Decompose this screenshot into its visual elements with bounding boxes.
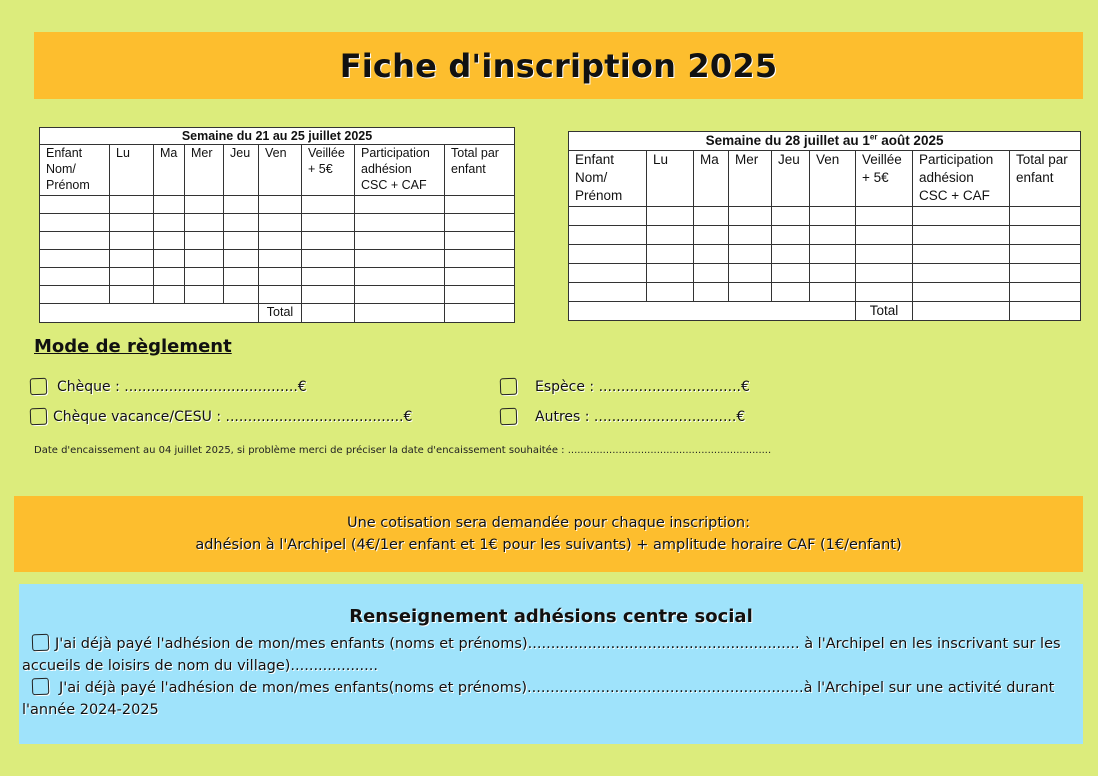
table-cell[interactable] <box>110 268 154 286</box>
table-cell[interactable] <box>772 207 810 226</box>
table-cell[interactable] <box>154 250 185 268</box>
table-row[interactable] <box>40 286 515 304</box>
option1-text: J'ai déjà payé l'adhésion de mon/mes enfants (noms et prénoms)........................................................... à l'Archipel en les inscrivant sur les accueils de loisirs de nom du village)................... <box>22 636 1061 674</box>
espece-checkbox[interactable] <box>500 378 518 396</box>
table-cell[interactable] <box>772 264 810 283</box>
table-cell[interactable] <box>729 264 772 283</box>
table-cell[interactable] <box>856 226 913 245</box>
week1-col-enfant: Enfant Nom/ Prénom <box>40 145 110 196</box>
table-cell[interactable] <box>694 283 729 302</box>
table-cell[interactable] <box>40 196 110 214</box>
table-cell[interactable] <box>259 286 302 304</box>
table-cell[interactable] <box>185 232 224 250</box>
membership-section <box>19 584 1083 744</box>
autres-checkbox[interactable] <box>500 408 518 426</box>
table-cell[interactable] <box>445 196 515 214</box>
table-cell[interactable] <box>810 207 856 226</box>
week1-col-veillee: Veillée + 5€ <box>302 145 355 196</box>
title-banner <box>34 32 1083 99</box>
membership-option-2 <box>22 677 1080 721</box>
total-cell[interactable] <box>302 304 355 323</box>
table-cell[interactable] <box>154 232 185 250</box>
week1-table <box>39 127 515 323</box>
table-cell[interactable] <box>154 286 185 304</box>
table-cell[interactable] <box>810 264 856 283</box>
table-cell[interactable] <box>647 226 694 245</box>
info-line-2: adhésion à l'Archipel (4€/1er enfant et 1€ pour les suivants) + amplitude horaire CAF (1€/enfant) <box>195 537 902 553</box>
table-cell[interactable] <box>302 268 355 286</box>
week1-caption: Semaine du 21 au 25 juillet 2025 <box>40 128 515 145</box>
total-cell[interactable] <box>913 302 1010 321</box>
table-cell[interactable] <box>185 250 224 268</box>
table-row[interactable] <box>569 207 1081 226</box>
table-cell[interactable] <box>913 245 1010 264</box>
table-row[interactable] <box>569 283 1081 302</box>
table-cell[interactable] <box>694 264 729 283</box>
table-cell[interactable] <box>445 250 515 268</box>
week1-col-jeu: Jeu <box>224 145 259 196</box>
table-cell[interactable] <box>856 283 913 302</box>
table-cell[interactable] <box>355 268 445 286</box>
table-cell[interactable] <box>913 207 1010 226</box>
week1-total-label: Total <box>259 304 302 323</box>
table-cell[interactable] <box>772 283 810 302</box>
table-cell[interactable] <box>1010 207 1081 226</box>
week2-col-ma: Ma <box>694 151 729 207</box>
table-cell[interactable] <box>355 214 445 232</box>
encashment-note: Date d'encaissement au 04 juillet 2025, si problème merci de préciser la date d'encaissement souhaitée : ................................................................ <box>34 445 772 456</box>
cheque-checkbox[interactable] <box>30 378 48 396</box>
table-cell[interactable] <box>40 268 110 286</box>
total-cell[interactable] <box>355 304 445 323</box>
total-cell[interactable] <box>445 304 515 323</box>
total-spacer <box>569 302 856 321</box>
option2-text: J'ai déjà payé l'adhésion de mon/mes enfants(noms et prénoms)............................................................à l'Archipel sur une activité durant l'année 2024-2025 <box>22 680 1055 718</box>
table-cell[interactable] <box>1010 245 1081 264</box>
option2-checkbox[interactable] <box>32 678 50 696</box>
membership-title: Renseignement adhésions centre social <box>349 606 753 627</box>
table-cell[interactable] <box>302 286 355 304</box>
week2-caption-sup: er <box>869 132 878 142</box>
table-cell[interactable] <box>694 226 729 245</box>
table-cell[interactable] <box>154 196 185 214</box>
table-cell[interactable] <box>647 264 694 283</box>
table-cell[interactable] <box>856 264 913 283</box>
info-banner <box>14 496 1083 572</box>
week1-col-total: Total par enfant <box>445 145 515 196</box>
week2-caption <box>569 132 1081 151</box>
table-cell[interactable] <box>810 226 856 245</box>
week2-col-lu: Lu <box>647 151 694 207</box>
autres-label: Autres : ................................€ <box>535 408 746 425</box>
table-cell[interactable] <box>302 214 355 232</box>
table-row[interactable] <box>40 232 515 250</box>
table-cell[interactable] <box>445 268 515 286</box>
table-cell[interactable] <box>224 196 259 214</box>
week2-caption-prefix: Semaine du 28 juillet au 1 <box>705 133 870 148</box>
table-cell[interactable] <box>224 268 259 286</box>
table-cell[interactable] <box>913 283 1010 302</box>
week2-col-participation: Participation adhésion CSC + CAF <box>913 151 1010 207</box>
table-cell[interactable] <box>259 268 302 286</box>
total-row <box>40 304 515 323</box>
table-cell[interactable] <box>729 245 772 264</box>
table-row[interactable] <box>569 226 1081 245</box>
table-row[interactable] <box>40 214 515 232</box>
cheque-vacance-checkbox[interactable] <box>30 408 48 426</box>
week2-total-label: Total <box>856 302 913 321</box>
table-cell[interactable] <box>913 264 1010 283</box>
table-cell[interactable] <box>569 207 647 226</box>
table-cell[interactable] <box>569 264 647 283</box>
table-cell[interactable] <box>40 250 110 268</box>
table-cell[interactable] <box>569 245 647 264</box>
payment-espece <box>500 378 750 395</box>
table-cell[interactable] <box>856 245 913 264</box>
week2-col-veillee: Veillée + 5€ <box>856 151 913 207</box>
espece-label: Espèce : ................................€ <box>535 378 750 395</box>
membership-option-1 <box>22 633 1080 677</box>
table-cell[interactable] <box>224 286 259 304</box>
week2-col-enfant: Enfant Nom/ Prénom <box>569 151 647 207</box>
table-cell[interactable] <box>445 286 515 304</box>
table-row[interactable] <box>569 245 1081 264</box>
table-cell[interactable] <box>1010 283 1081 302</box>
table-cell[interactable] <box>224 214 259 232</box>
table-cell[interactable] <box>647 245 694 264</box>
week1-col-mer: Mer <box>185 145 224 196</box>
week1-col-ven: Ven <box>259 145 302 196</box>
table-cell[interactable] <box>110 214 154 232</box>
info-line-1: Une cotisation sera demandée pour chaque inscription: <box>346 515 751 531</box>
table-cell[interactable] <box>569 283 647 302</box>
payment-cheque <box>30 378 307 395</box>
table-cell[interactable] <box>355 196 445 214</box>
table-cell[interactable] <box>110 196 154 214</box>
week1-col-participation: Participation adhésion CSC + CAF <box>355 145 445 196</box>
table-cell[interactable] <box>445 232 515 250</box>
table-cell[interactable] <box>185 214 224 232</box>
table-cell[interactable] <box>355 232 445 250</box>
table-cell[interactable] <box>302 196 355 214</box>
table-cell[interactable] <box>224 232 259 250</box>
table-cell[interactable] <box>647 207 694 226</box>
table-cell[interactable] <box>110 286 154 304</box>
table-cell[interactable] <box>40 286 110 304</box>
table-cell[interactable] <box>259 196 302 214</box>
table-cell[interactable] <box>694 245 729 264</box>
week2-col-jeu: Jeu <box>772 151 810 207</box>
table-cell[interactable] <box>729 283 772 302</box>
table-cell[interactable] <box>1010 226 1081 245</box>
table-cell[interactable] <box>259 232 302 250</box>
payment-autres <box>500 408 745 425</box>
payment-cheque-vacance <box>30 408 412 425</box>
table-row[interactable] <box>40 196 515 214</box>
table-cell[interactable] <box>810 245 856 264</box>
table-cell[interactable] <box>729 207 772 226</box>
table-cell[interactable] <box>810 283 856 302</box>
table-cell[interactable] <box>40 232 110 250</box>
table-cell[interactable] <box>110 250 154 268</box>
table-cell[interactable] <box>355 250 445 268</box>
table-cell[interactable] <box>302 250 355 268</box>
week1-col-lu: Lu <box>110 145 154 196</box>
table-cell[interactable] <box>154 268 185 286</box>
table-cell[interactable] <box>259 250 302 268</box>
cheque-label: Chèque : .......................................€ <box>57 378 307 395</box>
table-cell[interactable] <box>772 226 810 245</box>
total-spacer <box>40 304 259 323</box>
table-cell[interactable] <box>647 283 694 302</box>
week2-col-mer: Mer <box>729 151 772 207</box>
week2-caption-suffix: août 2025 <box>877 133 944 148</box>
option1-checkbox[interactable] <box>32 634 50 652</box>
table-cell[interactable] <box>224 250 259 268</box>
table-cell[interactable] <box>110 232 154 250</box>
table-cell[interactable] <box>772 245 810 264</box>
total-row <box>569 302 1081 321</box>
table-cell[interactable] <box>1010 264 1081 283</box>
payment-title: Mode de règlement <box>34 336 232 357</box>
table-cell[interactable] <box>302 232 355 250</box>
table-cell[interactable] <box>856 207 913 226</box>
week2-table <box>568 131 1081 321</box>
table-cell[interactable] <box>40 214 110 232</box>
table-cell[interactable] <box>913 226 1010 245</box>
week1-col-ma: Ma <box>154 145 185 196</box>
table-row[interactable] <box>40 268 515 286</box>
total-cell[interactable] <box>1010 302 1081 321</box>
table-cell[interactable] <box>185 268 224 286</box>
table-cell[interactable] <box>694 207 729 226</box>
week2-col-total: Total par enfant <box>1010 151 1081 207</box>
table-cell[interactable] <box>185 286 224 304</box>
table-row[interactable] <box>40 250 515 268</box>
table-cell[interactable] <box>154 214 185 232</box>
table-cell[interactable] <box>355 286 445 304</box>
page-title: Fiche d'inscription 2025 <box>339 46 778 85</box>
table-cell[interactable] <box>259 214 302 232</box>
table-cell[interactable] <box>729 226 772 245</box>
table-cell[interactable] <box>185 196 224 214</box>
table-cell[interactable] <box>445 214 515 232</box>
table-row[interactable] <box>569 264 1081 283</box>
week2-col-ven: Ven <box>810 151 856 207</box>
cheque-vacance-label: Chèque vacance/CESU : ........................................€ <box>53 408 413 425</box>
table-cell[interactable] <box>569 226 647 245</box>
